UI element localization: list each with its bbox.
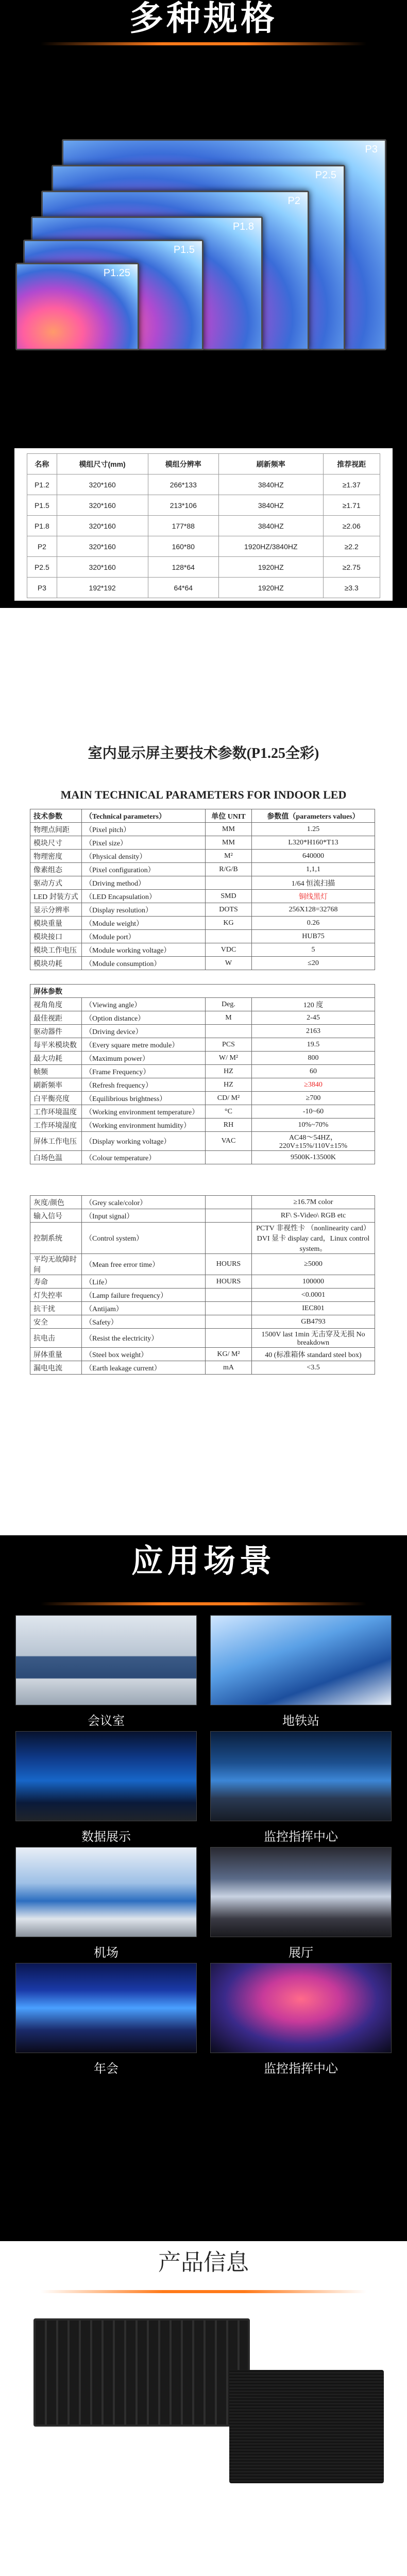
- param-cell: （Every square metre module）: [82, 1038, 206, 1052]
- param-cell: M: [206, 1011, 252, 1025]
- param-cell: 1/64 恒流扫描: [252, 876, 375, 890]
- spec-table-row: [27, 516, 380, 536]
- scene-caption: 数据展示: [81, 1829, 131, 1844]
- param-cell: 帧频: [30, 1065, 82, 1078]
- spec-table-cell: ≥3.3: [323, 578, 380, 598]
- param-row: [30, 1118, 375, 1132]
- param-cell: HUB75: [252, 930, 375, 943]
- param-cell: 模块功耗: [30, 957, 82, 970]
- param-cell: M²: [206, 850, 252, 863]
- screen-size-illustration: [0, 134, 407, 392]
- param-cell: 模块尺寸: [30, 836, 82, 850]
- param-cell: 60: [252, 1065, 375, 1078]
- param-cell: （Safety）: [82, 1315, 206, 1329]
- params-subtitle: MAIN TECHNICAL PARAMETERS FOR INDOOR LED: [60, 788, 347, 801]
- module-params-table: [30, 809, 375, 970]
- param-row: [30, 1078, 375, 1092]
- spec-table-cell: 160*80: [148, 536, 219, 557]
- param-cell: LED 封装方式: [30, 890, 82, 903]
- param-cell: ≥5000: [252, 1254, 375, 1275]
- param-cell: 0.26: [252, 917, 375, 930]
- param-cell: 白平衡亮度: [30, 1092, 82, 1105]
- param-cell: MM: [206, 823, 252, 836]
- param-row: [30, 1348, 375, 1361]
- param-cell: （Pixel configuration）: [82, 863, 206, 876]
- spec-table-cell: ≥2.2: [323, 536, 380, 557]
- param-cell: （Pixel pitch）: [82, 823, 206, 836]
- spec-table-cell: 320*160: [57, 557, 148, 578]
- param-row: [30, 1151, 375, 1164]
- scene-image-subway-station: [210, 1615, 392, 1705]
- screen-p1-25: P1.25: [15, 263, 139, 350]
- param-row: [30, 823, 375, 836]
- param-cell: ≥16.7M color: [252, 1196, 375, 1209]
- spec-table-cell: P1.2: [27, 474, 57, 495]
- scene-image-conference-room: [15, 1615, 197, 1705]
- param-row: [30, 1302, 375, 1315]
- param-cell: （Working environment temperature）: [82, 1105, 206, 1118]
- param-cell: （Mean free error time）: [82, 1254, 206, 1275]
- spec-header-cell: 模组分辨率: [148, 454, 219, 474]
- param-cell: （Physical density）: [82, 850, 206, 863]
- param-cell: （Pixel size）: [82, 836, 206, 850]
- param-cell: IEC801: [252, 1302, 375, 1315]
- param-cell: （Option distance）: [82, 1011, 206, 1025]
- spec-table: [27, 453, 380, 598]
- param-row: [30, 1361, 375, 1375]
- param-cell: （Maximum power）: [82, 1052, 206, 1065]
- scenes-title: 应用场景: [131, 1542, 276, 1580]
- spec-table-cell: 213*106: [148, 495, 219, 516]
- param-row: [30, 1038, 375, 1052]
- param-cell: 2163: [252, 1025, 375, 1038]
- param-cell: [206, 1196, 252, 1209]
- param-cell: （Equilibrious brightness）: [82, 1092, 206, 1105]
- param-cell: 2-45: [252, 1011, 375, 1025]
- screen-group-row: [30, 985, 375, 998]
- param-row: [30, 957, 375, 970]
- param-cell: RH: [206, 1118, 252, 1132]
- scene-image-airport: [15, 1847, 197, 1937]
- param-cell: W: [206, 957, 252, 970]
- params-title: 室内显示屏主要技术参数(P1.25全彩): [88, 745, 319, 761]
- param-cell: ≥700: [252, 1092, 375, 1105]
- module-back-image: [33, 2318, 250, 2427]
- param-cell: <0.0001: [252, 1289, 375, 1302]
- param-cell: [206, 1302, 252, 1315]
- spec-table-row: [27, 557, 380, 578]
- screen-p2: P2: [41, 191, 309, 350]
- param-cell: （Control system）: [82, 1223, 206, 1254]
- param-row: [30, 1196, 375, 1209]
- param-cell: 模块工作电压: [30, 943, 82, 957]
- param-cell: 模块重量: [30, 917, 82, 930]
- param-cell: （Earth leakage current）: [82, 1361, 206, 1375]
- spec-table-cell: 64*64: [148, 578, 219, 598]
- spec-table-row: [27, 474, 380, 495]
- scene-caption: 会议室: [88, 1714, 125, 1728]
- screen-p3: P3: [62, 139, 386, 350]
- spec-table-cell: 3840HZ: [219, 516, 323, 536]
- param-cell: 抗干扰: [30, 1302, 82, 1315]
- param-cell: DOTS: [206, 903, 252, 917]
- scene-image-command-center: [210, 1963, 392, 2053]
- param-cell: [206, 876, 252, 890]
- param-cell: （Working environment humidity）: [82, 1118, 206, 1132]
- param-cell: （Module working voltage）: [82, 943, 206, 957]
- param-row: [30, 1329, 375, 1348]
- param-cell: 19.5: [252, 1038, 375, 1052]
- spec-table-cell: 1920HZ/3840HZ: [219, 536, 323, 557]
- param-cell: 物理点间距: [30, 823, 82, 836]
- param-cell: 屏体重量: [30, 1348, 82, 1361]
- param-cell: 1500V last 1min 无击穿及无损 No breakdown: [252, 1329, 375, 1348]
- param-cell: （Frame Frequency）: [82, 1065, 206, 1078]
- product-title: 产品信息: [158, 2249, 249, 2276]
- scene-caption: 机场: [94, 1945, 118, 1960]
- param-cell: 驱动方式: [30, 876, 82, 890]
- param-row: [30, 850, 375, 863]
- spec-header-cell: 名称: [27, 454, 57, 474]
- spec-table-cell: 320*160: [57, 536, 148, 557]
- spec-table-cell: 128*64: [148, 557, 219, 578]
- product-title-underline: [0, 2290, 407, 2293]
- specs-title: 多种规格: [129, 0, 278, 38]
- spec-table-cell: ≥2.06: [323, 516, 380, 536]
- param-cell: 工作环境温度: [30, 1105, 82, 1118]
- param-cell: [206, 1025, 252, 1038]
- param-row: [30, 1105, 375, 1118]
- param-cell: （Life）: [82, 1275, 206, 1289]
- spec-header-cell: 推荐视距: [323, 454, 380, 474]
- spec-table-row: [27, 536, 380, 557]
- spec-table-row: [27, 495, 380, 516]
- param-cell: 100000: [252, 1275, 375, 1289]
- spec-table-cell: 177*88: [148, 516, 219, 536]
- params-header-row: [30, 809, 375, 823]
- param-cell: HOURS: [206, 1254, 252, 1275]
- param-cell: <3.5: [252, 1361, 375, 1375]
- param-row: [30, 1289, 375, 1302]
- scene-caption: 监控指挥中心: [264, 2061, 338, 2076]
- spec-table-cell: P2: [27, 536, 57, 557]
- param-cell: GB4793: [252, 1315, 375, 1329]
- param-row: [30, 836, 375, 850]
- param-row: [30, 1315, 375, 1329]
- param-cell: 1,1,1: [252, 863, 375, 876]
- param-row: [30, 863, 375, 876]
- param-cell: 模块接口: [30, 930, 82, 943]
- spec-table-cell: 320*160: [57, 495, 148, 516]
- title-underline: [0, 42, 407, 45]
- scene-image-exhibition-hall: [210, 1847, 392, 1937]
- param-cell: [206, 1289, 252, 1302]
- param-row: [30, 1052, 375, 1065]
- other-params-table: [30, 1195, 375, 1375]
- param-cell: Deg.: [206, 998, 252, 1011]
- param-row: [30, 1065, 375, 1078]
- param-cell: VDC: [206, 943, 252, 957]
- param-cell: HZ: [206, 1078, 252, 1092]
- param-cell: W/ M²: [206, 1052, 252, 1065]
- param-cell: L320*H160*T13: [252, 836, 375, 850]
- param-row: [30, 1209, 375, 1223]
- param-row: [30, 903, 375, 917]
- scene-caption: 展厅: [289, 1945, 313, 1960]
- spec-table-cell: 266*133: [148, 474, 219, 495]
- param-cell: ≥3840: [252, 1078, 375, 1092]
- param-cell: 256X128=32768: [252, 903, 375, 917]
- scenes-title-underline: [0, 1602, 407, 1605]
- param-cell: （Resist the electricity）: [82, 1329, 206, 1348]
- param-row: [30, 998, 375, 1011]
- param-cell: mA: [206, 1361, 252, 1375]
- params-header-cell: 技术参数: [30, 809, 82, 823]
- spec-table-cell: 3840HZ: [219, 495, 323, 516]
- param-cell: HZ: [206, 1065, 252, 1078]
- param-cell: （Refresh frequency）: [82, 1078, 206, 1092]
- param-cell: 输入信号: [30, 1209, 82, 1223]
- param-cell: 漏电电流: [30, 1361, 82, 1375]
- param-cell: PCS: [206, 1038, 252, 1052]
- spec-header-cell: 模组尺寸(mm): [57, 454, 148, 474]
- param-cell: [206, 1209, 252, 1223]
- param-cell: （Colour temperature）: [82, 1151, 206, 1164]
- spec-table-cell: 1920HZ: [219, 557, 323, 578]
- spec-table-row: [27, 578, 380, 598]
- param-row: [30, 1025, 375, 1038]
- param-cell: AC48～54HZ，220V±15%/110V±15%: [252, 1132, 375, 1151]
- param-cell: 最大功耗: [30, 1052, 82, 1065]
- spec-table-cell: P1.5: [27, 495, 57, 516]
- scene-image-annual-meeting: [15, 1963, 197, 2053]
- param-cell: （LED Encapsulation）: [82, 890, 206, 903]
- param-cell: 40 (标准箱体 standard steel box): [252, 1348, 375, 1361]
- param-cell: 物理密度: [30, 850, 82, 863]
- param-cell: 显示分辨率: [30, 903, 82, 917]
- param-row: [30, 1092, 375, 1105]
- param-cell: R/G/B: [206, 863, 252, 876]
- param-cell: VAC: [206, 1132, 252, 1151]
- spec-table-cell: P2.5: [27, 557, 57, 578]
- spec-table-cell: 320*160: [57, 474, 148, 495]
- spec-table-cell: 320*160: [57, 516, 148, 536]
- param-cell: （Driving method）: [82, 876, 206, 890]
- param-cell: 寿命: [30, 1275, 82, 1289]
- param-row: [30, 1011, 375, 1025]
- param-row: [30, 1223, 375, 1254]
- scene-image-data-display: [15, 1731, 197, 1821]
- param-cell: KG/ M²: [206, 1348, 252, 1361]
- param-cell: 白场色温: [30, 1151, 82, 1164]
- param-cell: （Input signal）: [82, 1209, 206, 1223]
- params-header-cell: （Technical parameters）: [82, 809, 206, 823]
- param-cell: 1.25: [252, 823, 375, 836]
- param-cell: [206, 1329, 252, 1348]
- param-cell: （Driving device）: [82, 1025, 206, 1038]
- param-cell: 工作环境湿度: [30, 1118, 82, 1132]
- param-cell: 灰度/颜色: [30, 1196, 82, 1209]
- param-cell: ≤20: [252, 957, 375, 970]
- module-front-image: [229, 2370, 384, 2483]
- param-cell: 9500K-13500K: [252, 1151, 375, 1164]
- param-cell: （Viewing angle）: [82, 998, 206, 1011]
- screen-params-table: [30, 984, 375, 1164]
- param-cell: 铜线黑灯: [252, 890, 375, 903]
- param-cell: （Display working voltage）: [82, 1132, 206, 1151]
- param-cell: 640000: [252, 850, 375, 863]
- param-cell: 像素组态: [30, 863, 82, 876]
- param-cell: （Module port）: [82, 930, 206, 943]
- screen-group-heading: 屏体参数: [30, 985, 375, 998]
- param-cell: 安全: [30, 1315, 82, 1329]
- param-cell: [206, 1223, 252, 1254]
- scene-caption: 监控指挥中心: [264, 1829, 338, 1844]
- spec-table-cell: ≥1.71: [323, 495, 380, 516]
- param-cell: 视角角度: [30, 998, 82, 1011]
- param-cell: RF\ S-Video\ RGB etc: [252, 1209, 375, 1223]
- spec-table-cell: 192*192: [57, 578, 148, 598]
- spec-table-cell: P1.8: [27, 516, 57, 536]
- param-cell: 屏体工作电压: [30, 1132, 82, 1151]
- param-cell: CD/ M²: [206, 1092, 252, 1105]
- param-cell: [206, 1315, 252, 1329]
- params-header-cell: 单位 UNIT: [206, 809, 252, 823]
- param-row: [30, 876, 375, 890]
- param-cell: [206, 1151, 252, 1164]
- param-cell: （Lamp failure frequency）: [82, 1289, 206, 1302]
- spec-table-cell: P3: [27, 578, 57, 598]
- param-cell: （Grey scale/color）: [82, 1196, 206, 1209]
- param-cell: 每平米模块数: [30, 1038, 82, 1052]
- param-cell: 平均无故障时间: [30, 1254, 82, 1275]
- param-cell: 10%~70%: [252, 1118, 375, 1132]
- params-header-cell: 参数值（parameters values）: [252, 809, 375, 823]
- scene-caption: 地铁站: [282, 1714, 319, 1728]
- param-row: [30, 930, 375, 943]
- spec-table-cell: 3840HZ: [219, 474, 323, 495]
- param-row: [30, 890, 375, 903]
- param-cell: 120 度: [252, 998, 375, 1011]
- param-cell: （Module weight）: [82, 917, 206, 930]
- scene-image-monitoring-center: [210, 1731, 392, 1821]
- spec-table-cell: ≥2.75: [323, 557, 380, 578]
- param-cell: （Steel box weight）: [82, 1348, 206, 1361]
- spec-table-cell: ≥1.37: [323, 474, 380, 495]
- param-cell: （Antijam）: [82, 1302, 206, 1315]
- param-row: [30, 943, 375, 957]
- param-cell: -10~60: [252, 1105, 375, 1118]
- param-cell: （Display resolution）: [82, 903, 206, 917]
- param-cell: KG: [206, 917, 252, 930]
- param-cell: 驱动器件: [30, 1025, 82, 1038]
- param-cell: 抗电击: [30, 1329, 82, 1348]
- param-row: [30, 1275, 375, 1289]
- param-row: [30, 1254, 375, 1275]
- screen-p2-5: P2.5: [52, 165, 345, 350]
- param-cell: 最佳视距: [30, 1011, 82, 1025]
- spec-table-header: [27, 454, 380, 474]
- param-cell: HOURS: [206, 1275, 252, 1289]
- param-cell: 5: [252, 943, 375, 957]
- scene-caption: 年会: [94, 2061, 118, 2076]
- screen-p1-8: P1.8: [31, 216, 263, 350]
- param-row: [30, 917, 375, 930]
- param-cell: 控制系统: [30, 1223, 82, 1254]
- param-cell: PCTV 非视性卡 （nonlinearity card）DVI 显卡 display card，Linux control system。: [252, 1223, 375, 1254]
- param-cell: 刷新频率: [30, 1078, 82, 1092]
- spec-header-cell: 刷新频率: [219, 454, 323, 474]
- param-cell: 灯失控率: [30, 1289, 82, 1302]
- spec-table-cell: 1920HZ: [219, 578, 323, 598]
- param-cell: MM: [206, 836, 252, 850]
- param-cell: （Module consumption）: [82, 957, 206, 970]
- param-cell: SMD: [206, 890, 252, 903]
- param-row: [30, 1132, 375, 1151]
- param-cell: [206, 930, 252, 943]
- param-cell: 800: [252, 1052, 375, 1065]
- screen-p1-5: P1.5: [23, 240, 204, 350]
- param-cell: °C: [206, 1105, 252, 1118]
